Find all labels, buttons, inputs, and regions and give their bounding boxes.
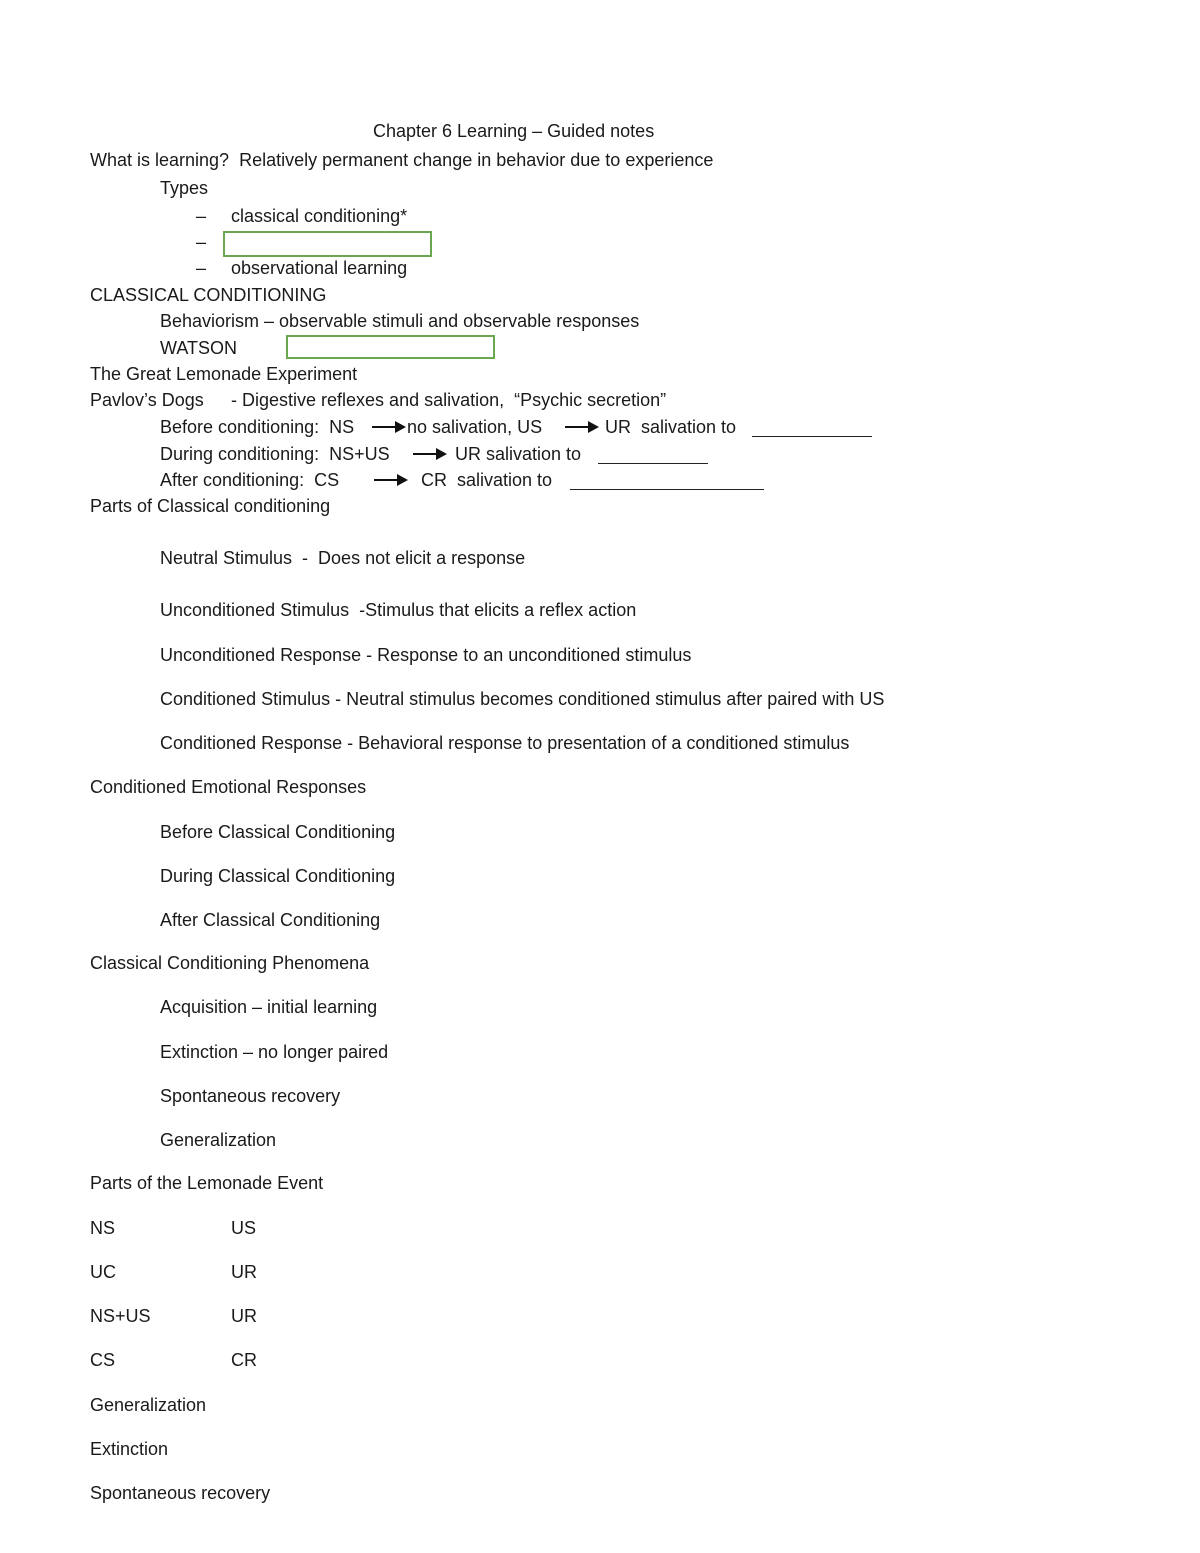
lemonade-event-heading: Parts of the Lemonade Event — [90, 1173, 324, 1193]
emotional-item: After Classical Conditioning — [160, 910, 381, 930]
during-conditioning-b: UR salivation to — [455, 444, 582, 464]
emotional-item: Before Classical Conditioning — [160, 822, 396, 842]
after-conditioning-b: CR salivation to — [421, 470, 553, 490]
before-conditioning-a: Before conditioning: NS — [160, 417, 355, 437]
arrow-icon — [565, 420, 599, 434]
type-item-observational: observational learning — [231, 258, 408, 278]
final-item: Extinction — [90, 1439, 169, 1459]
learning-definition: What is learning? Relatively permanent change in behavior due to experience — [90, 150, 714, 170]
lemonade-experiment-heading: The Great Lemonade Experiment — [90, 364, 358, 384]
fill-in-blank[interactable] — [570, 489, 764, 490]
answer-box-watson[interactable] — [286, 335, 495, 359]
lemonade-row-right: CR — [231, 1350, 257, 1370]
answer-box-type-2[interactable] — [223, 231, 432, 257]
phenomena-item: Acquisition – initial learning — [160, 997, 378, 1017]
lemonade-row-right: US — [231, 1218, 257, 1238]
lemonade-row-right: UR — [231, 1262, 257, 1282]
type-item-classical: classical conditioning* — [231, 206, 408, 226]
part-item: Conditioned Stimulus - Neutral stimulus becomes conditioned stimulus after paired with US — [160, 689, 885, 709]
during-conditioning-a: During conditioning: NS+US — [160, 444, 390, 464]
fill-in-blank[interactable] — [598, 463, 708, 464]
parts-heading: Parts of Classical conditioning — [90, 496, 331, 516]
fill-in-blank[interactable] — [752, 436, 872, 437]
final-item: Generalization — [90, 1395, 207, 1415]
lemonade-row-right: UR — [231, 1306, 257, 1326]
types-heading: Types — [160, 178, 209, 198]
section-heading-classical: CLASSICAL CONDITIONING — [90, 285, 327, 305]
before-conditioning-b: no salivation, US — [407, 417, 543, 437]
part-item: Unconditioned Stimulus -Stimulus that elicits a reflex action — [160, 600, 637, 620]
list-dash: – — [196, 206, 207, 226]
arrow-icon — [372, 420, 406, 434]
pavlov-description: - Digestive reflexes and salivation, “Psychic secretion” — [231, 390, 667, 410]
lemonade-row-left: NS+US — [90, 1306, 151, 1326]
part-item: Conditioned Response - Behavioral response to presentation of a conditioned stimulus — [160, 733, 850, 753]
phenomena-heading: Classical Conditioning Phenomena — [90, 953, 370, 973]
list-dash: – — [196, 258, 207, 278]
phenomena-item: Extinction – no longer paired — [160, 1042, 389, 1062]
part-item: Unconditioned Response - Response to an unconditioned stimulus — [160, 645, 692, 665]
lemonade-row-left: UC — [90, 1262, 116, 1282]
watson-label: WATSON — [160, 338, 237, 358]
phenomena-item: Generalization — [160, 1130, 277, 1150]
arrow-icon — [374, 473, 408, 487]
list-dash: – — [196, 232, 207, 252]
phenomena-item: Spontaneous recovery — [160, 1086, 341, 1106]
lemonade-row-left: NS — [90, 1218, 116, 1238]
final-item: Spontaneous recovery — [90, 1483, 271, 1503]
emotional-item: During Classical Conditioning — [160, 866, 396, 886]
page-title: Chapter 6 Learning – Guided notes — [373, 121, 655, 141]
before-conditioning-c: UR salivation to — [605, 417, 737, 437]
after-conditioning-a: After conditioning: CS — [160, 470, 340, 490]
behaviorism-line: Behaviorism – observable stimuli and observable responses — [160, 311, 640, 331]
part-item: Neutral Stimulus - Does not elicit a response — [160, 548, 526, 568]
arrow-icon — [413, 447, 447, 461]
pavlov-label: Pavlov’s Dogs — [90, 390, 204, 410]
emotional-heading: Conditioned Emotional Responses — [90, 777, 367, 797]
lemonade-row-left: CS — [90, 1350, 116, 1370]
